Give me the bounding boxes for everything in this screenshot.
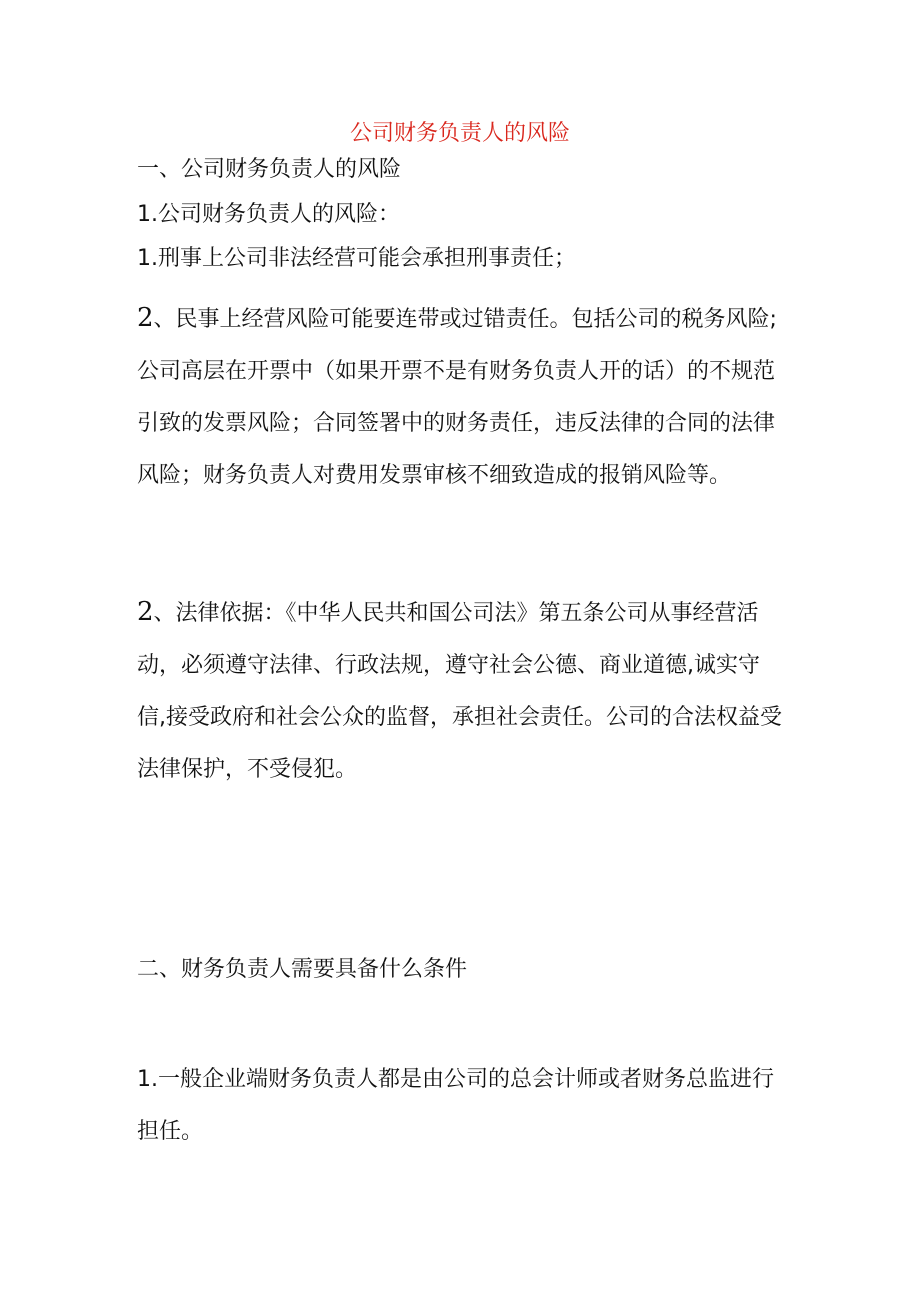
item-text: 、法律依据：《中华人民共和国公司法》第五条公司从事经营活动，必须遵守法律、行政法规，遵守社会公德、商业道德,诚实守信,接受政府和社会公众的监督，承担社会责任。公司的合法权益受法律保护，不受侵犯。 <box>137 601 782 782</box>
section2-item-requirements: 1.一般企业端财务负责人都是由公司的总会计师或者财务总监进行担任。 <box>137 1067 774 1144</box>
item-text: 、民事上经营风险可能要连带或过错责任。包括公司的税务风险;公司高层在开票中（如果开票不是有财务负责人开的话）的不规范引致的发票风险；合同签署中的财务责任，违反法律的合同的法律风险；财务负责人对费用发票审核不细致造成的报销风险等。 <box>137 307 777 488</box>
section1-item-legal-basis <box>137 586 787 796</box>
section1-item-civil <box>137 292 787 502</box>
section2-heading: 二、财务负责人需要具备什么条件 <box>137 957 468 982</box>
section1-heading: 一、公司财务负责人的风险 <box>137 157 402 182</box>
section1-subheading: 1.公司财务负责人的风险： <box>137 202 400 227</box>
section1-item-criminal: 1.刑事上公司非法经营可能会承担刑事责任； <box>137 246 576 271</box>
item-number: 2 <box>137 303 154 333</box>
document-title: 公司财务负责人的风险 <box>349 121 570 146</box>
item-number: 2 <box>137 597 154 627</box>
